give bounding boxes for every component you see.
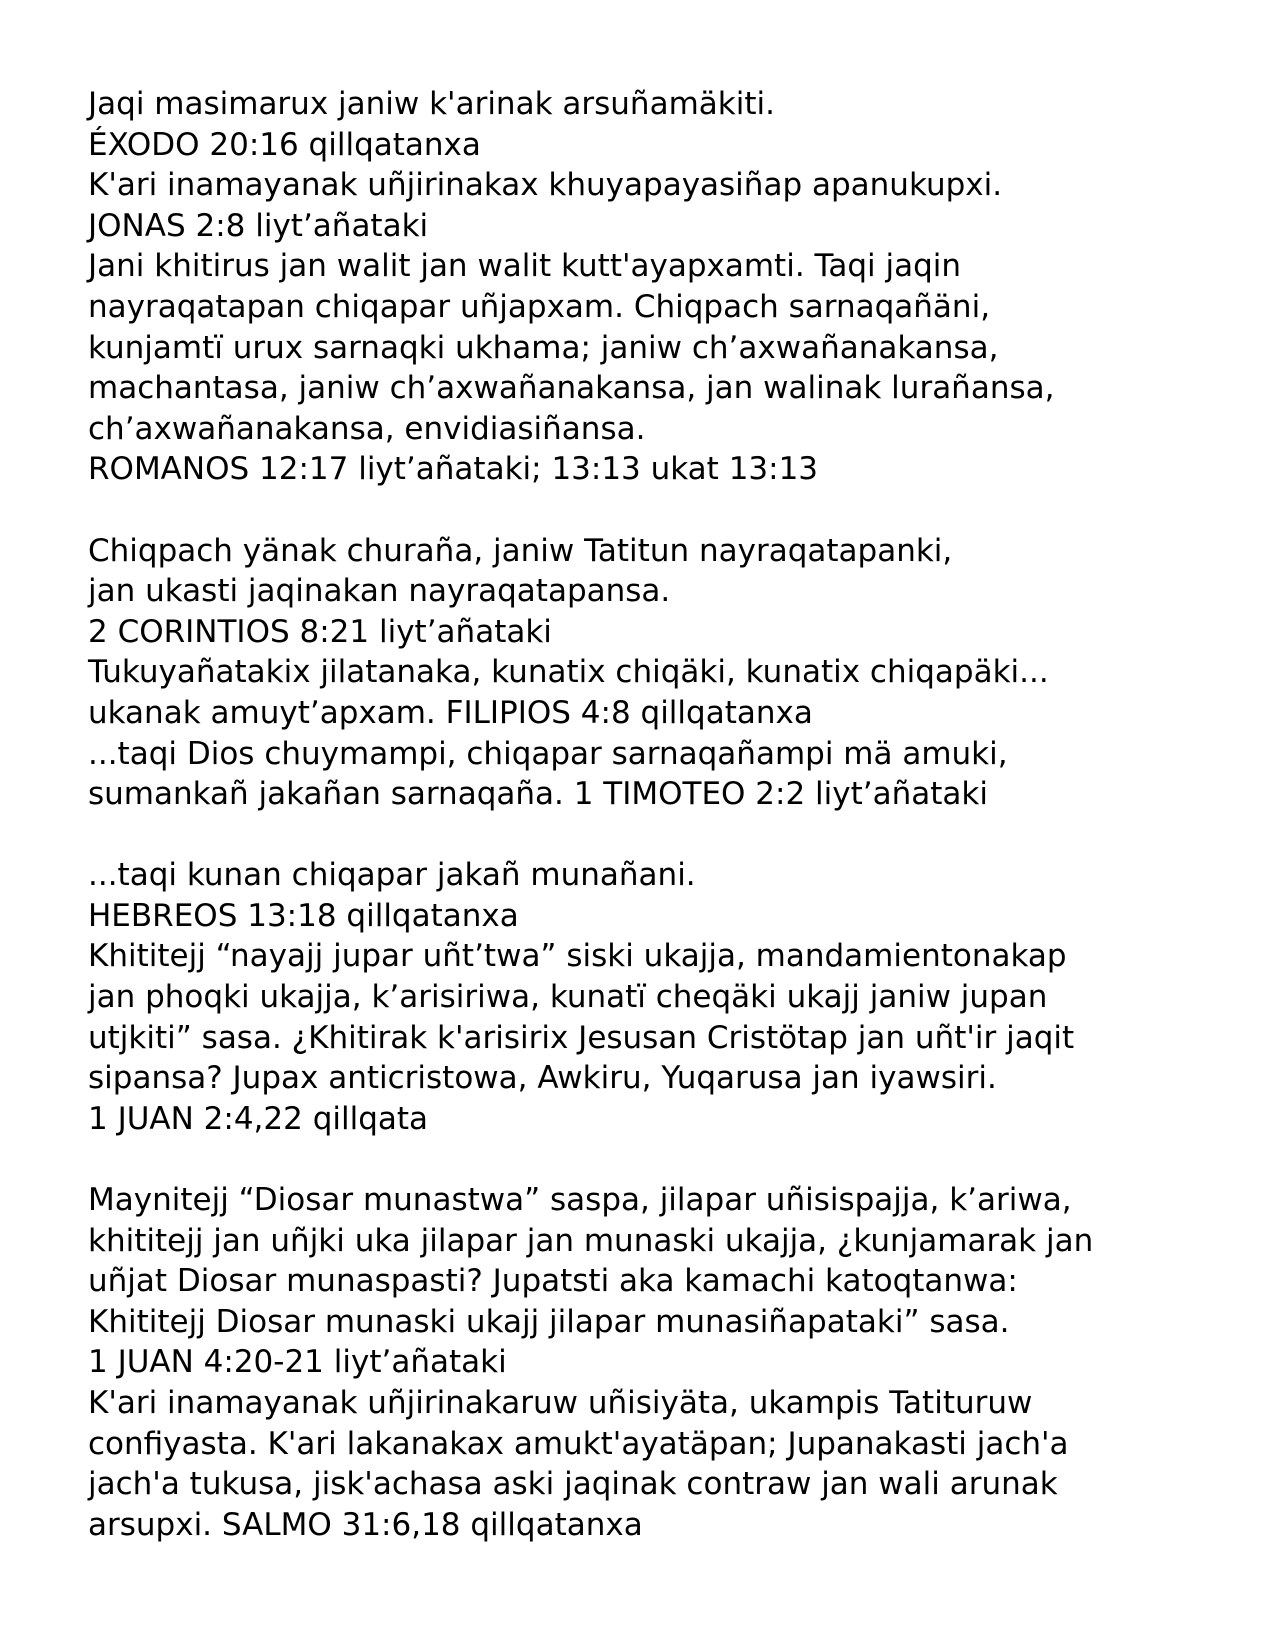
text-line: khititejj jan uñjki uka jilapar jan munaski ukajja, ¿kunjamarak jan bbox=[88, 1222, 1094, 1259]
scripture-reference: ÉXODO 20:16 qillqatanxa bbox=[88, 126, 481, 163]
text-block-2 bbox=[88, 531, 1238, 815]
text-line: jan phoqki ukajja, k’arisiriwa, kunatï cheqäki ukajj janiw jupan bbox=[88, 979, 1048, 1016]
text-line: jach'a tukusa, jisk'achasa aski jaqinak contraw jan wali arunak bbox=[88, 1466, 1058, 1503]
text-block-3 bbox=[88, 855, 1238, 1139]
scripture-reference: ROMANOS 12:17 liyt’añataki; 13:13 ukat 13:13 bbox=[88, 451, 819, 488]
text-line: arsupxi. SALMO 31:6,18 qillqatanxa bbox=[88, 1506, 643, 1543]
text-line: K'ari inamayanak uñjirinakax khuyapayasiñap apanukupxi. bbox=[88, 167, 1003, 204]
text-line: sipansa? Jupax anticristowa, Awkiru, Yuqarusa jan iyawsiri. bbox=[88, 1060, 997, 1097]
text-block-1 bbox=[88, 84, 1238, 490]
text-line: ...taqi kunan chiqapar jakañ munañani. bbox=[88, 857, 696, 894]
text-line: Tukuyañatakix jilatanaka, kunatix chiqäki, kunatix chiqapäki... bbox=[88, 654, 1049, 691]
text-block-4 bbox=[88, 1180, 1238, 1545]
text-line: Chiqpach yänak churaña, janiw Tatitun nayraqatapanki, bbox=[88, 532, 953, 569]
scripture-reference: 1 JUAN 2:4,22 qillqata bbox=[88, 1100, 429, 1137]
text-line: Jani khitirus jan walit jan walit kutt'ayapxamti. Taqi jaqin bbox=[88, 248, 962, 285]
scripture-reference: HEBREOS 13:18 qillqatanxa bbox=[88, 897, 519, 934]
text-line: Jaqi masimarux janiw k'arinak arsuñamäkiti. bbox=[88, 86, 775, 122]
text-line: ch’axwañanakansa, envidiasiñansa. bbox=[88, 410, 646, 447]
text-line: Khititejj “nayajj jupar uñt’twa” siski ukajja, mandamientonakap bbox=[88, 938, 1067, 975]
text-line: nayraqatapan chiqapar uñjapxam. Chiqpach sarnaqañäni, bbox=[88, 288, 991, 325]
text-line: machantasa, janiw ch’axwañanakansa, jan walinak lurañansa, bbox=[88, 370, 1055, 407]
text-line: ...taqi Dios chuymampi, chiqapar sarnaqañampi mä amuki, bbox=[88, 735, 1008, 772]
scripture-reference: JONAS 2:8 liyt’añataki bbox=[88, 207, 429, 244]
text-line: Khititejj Diosar munaski ukajj jilapar munasiñapataki” sasa. bbox=[88, 1303, 1010, 1340]
text-line: sumankañ jakañan sarnaqaña. 1 TIMOTEO 2:2 liyt’añataki bbox=[88, 776, 988, 813]
text-line: K'ari inamayanak uñjirinakaruw uñisiyäta, ukampis Tatituruw bbox=[88, 1385, 1033, 1421]
text-line: jan ukasti jaqinakan nayraqatapansa. bbox=[88, 573, 671, 610]
document-page bbox=[88, 84, 1238, 1545]
scripture-reference: 2 CORINTIOS 8:21 liyt’añataki bbox=[88, 613, 552, 650]
text-line: Maynitejj “Diosar munastwa” saspa, jilapar uñisispajja, k’ariwa, bbox=[88, 1182, 1072, 1219]
text-line: ukanak amuyt’apxam. FILIPIOS 4:8 qillqatanxa bbox=[88, 694, 813, 731]
text-line: confiyasta. K'ari lakanakax amukt'ayatäpan; Jupanakasti jach'a bbox=[88, 1425, 1069, 1462]
text-line: kunjamtï urux sarnaqki ukhama; janiw ch’axwañanakansa, bbox=[88, 329, 999, 366]
text-line: utjkiti” sasa. ¿Khitirak k'arisirix Jesusan Cristötap jan uñt'ir jaqit bbox=[88, 1019, 1075, 1056]
text-line: uñjat Diosar munaspasti? Jupatsti aka kamachi katoqtanwa: bbox=[88, 1263, 1018, 1300]
scripture-reference: 1 JUAN 4:20-21 liyt’añataki bbox=[88, 1344, 507, 1381]
